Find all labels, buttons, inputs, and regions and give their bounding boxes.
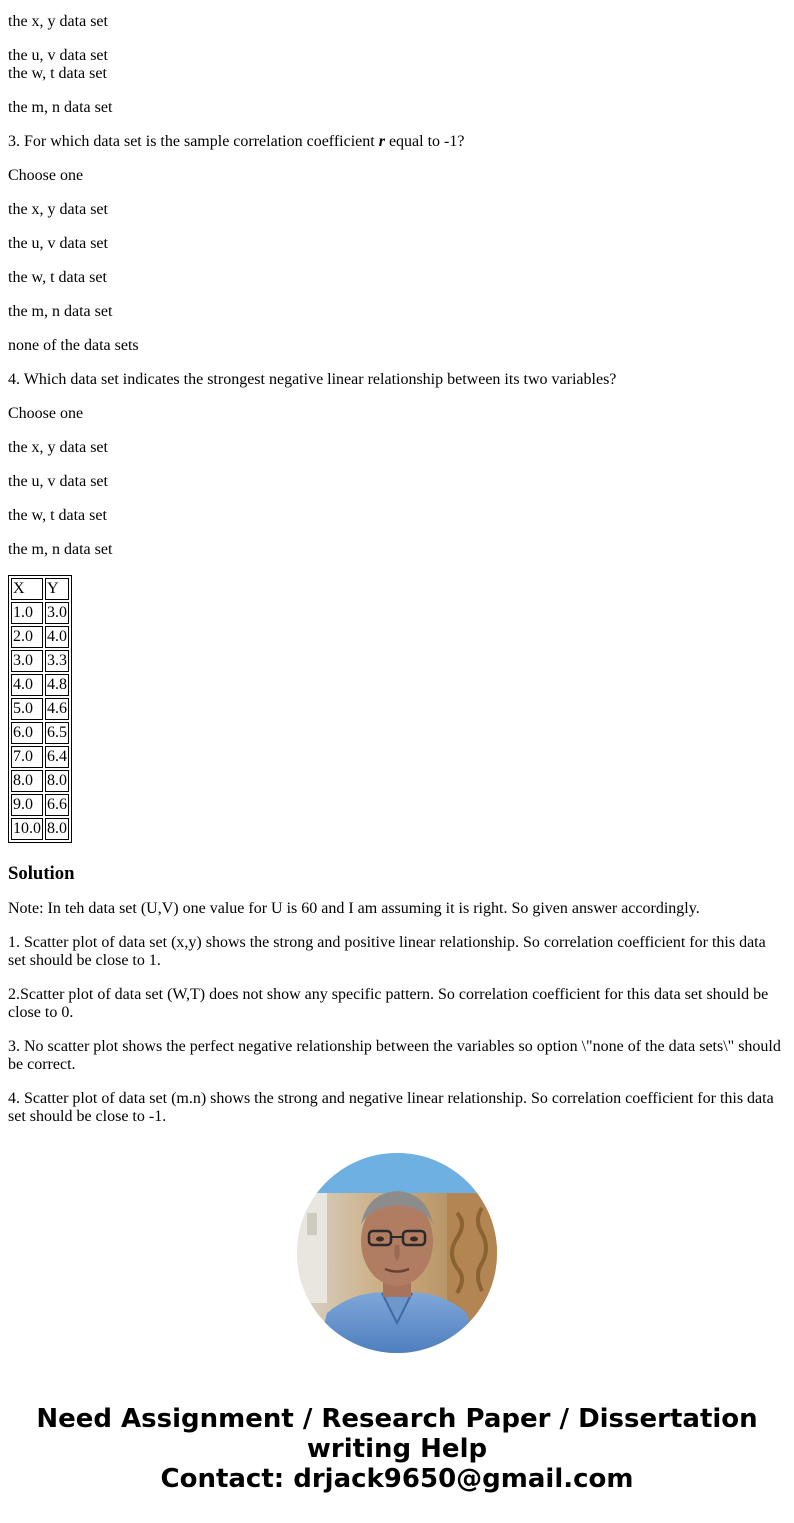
table-row bbox=[11, 602, 69, 624]
table-cell: 3.0 bbox=[11, 650, 43, 672]
q4-option-uv: the u, v data set bbox=[8, 473, 108, 490]
avatar-portrait-image bbox=[297, 1153, 497, 1353]
q4-option-mn: the m, n data set bbox=[8, 541, 113, 558]
table-cell: 8.0 bbox=[45, 818, 69, 840]
option-xy: the x, y data set bbox=[8, 13, 108, 30]
solution-text bbox=[8, 900, 784, 1126]
table-row bbox=[11, 650, 69, 672]
option-mn: the m, n data set bbox=[8, 99, 113, 116]
table-cell: 4.0 bbox=[45, 626, 69, 648]
table-cell: 6.5 bbox=[45, 722, 69, 744]
table-cell: 9.0 bbox=[11, 794, 43, 816]
question-4 bbox=[8, 371, 784, 559]
footer-contact-text: Contact: drjack9650@gmail.com bbox=[160, 1464, 634, 1494]
choose-one-label: Choose one bbox=[8, 167, 84, 184]
table-row bbox=[11, 698, 69, 720]
table-cell: 6.0 bbox=[11, 722, 43, 744]
question-4-stem: 4. Which data set indicates the strongest negative linear relationship between its two variables? bbox=[8, 371, 617, 388]
table-cell: 4.8 bbox=[45, 674, 69, 696]
table-header-cell: X bbox=[11, 578, 43, 600]
table-cell: 7.0 bbox=[11, 746, 43, 768]
table-cell: 3.3 bbox=[45, 650, 69, 672]
table-cell: 5.0 bbox=[11, 698, 43, 720]
table-row bbox=[11, 794, 69, 816]
document-body bbox=[8, 13, 784, 1126]
option-wt: the w, t data set bbox=[8, 65, 107, 82]
q3-option-xy: the x, y data set bbox=[8, 201, 108, 218]
avatar bbox=[297, 1153, 497, 1353]
table-cell: 8.0 bbox=[45, 770, 69, 792]
table-cell: 1.0 bbox=[11, 602, 43, 624]
table-cell: 2.0 bbox=[11, 626, 43, 648]
q4-option-wt: the w, t data set bbox=[8, 507, 107, 524]
table-header-row bbox=[11, 578, 69, 600]
table-cell: 4.6 bbox=[45, 698, 69, 720]
table-row bbox=[11, 722, 69, 744]
footer-promo bbox=[0, 1404, 794, 1494]
solution-note: Note: In teh data set (U,V) one value for U is 60 and I am assuming it is right. So given answer accordingly. bbox=[8, 900, 700, 917]
q3-option-mn: the m, n data set bbox=[8, 303, 113, 320]
question-3-stem bbox=[8, 133, 784, 151]
q3-option-wt: the w, t data set bbox=[8, 269, 107, 286]
table-header-cell: Y bbox=[45, 578, 69, 600]
table-row bbox=[11, 770, 69, 792]
solution-answer-1: 1. Scatter plot of data set (x,y) shows the strong and positive linear relationship. So correlation coefficient for this data set should be close to 1. bbox=[8, 934, 766, 969]
table-row bbox=[11, 818, 69, 840]
solution-answer-2: 2.Scatter plot of data set (W,T) does not show any specific pattern. So correlation coefficient for this data set should be close to 0. bbox=[8, 986, 769, 1021]
solution-answer-3: 3. No scatter plot shows the perfect negative relationship between the variables so option \"none of the data sets\" should be correct. bbox=[8, 1038, 781, 1073]
footer-help-text: Need Assignment / Research Paper / Dissertation writing Help bbox=[36, 1404, 758, 1464]
table-row bbox=[11, 626, 69, 648]
question-3 bbox=[8, 133, 784, 355]
question-3-stem-start: 3. For which data set is the sample correlation coefficient bbox=[8, 133, 379, 150]
table-cell: 3.0 bbox=[45, 602, 69, 624]
q3-option-none: none of the data sets bbox=[8, 337, 139, 354]
q3-option-uv: the u, v data set bbox=[8, 235, 108, 252]
top-options bbox=[8, 13, 784, 117]
table-cell: 8.0 bbox=[11, 770, 43, 792]
table-row bbox=[11, 674, 69, 696]
solution-answer-4: 4. Scatter plot of data set (m.n) shows the strong and negative linear relationship. So correlation coefficient for this data set should be close to -1. bbox=[8, 1090, 774, 1125]
variable-r: r bbox=[378, 133, 385, 150]
table-cell: 10.0 bbox=[11, 818, 43, 840]
table-cell: 4.0 bbox=[11, 674, 43, 696]
option-uv: the u, v data set bbox=[8, 47, 108, 64]
xy-data-table bbox=[8, 575, 72, 843]
table-cell: 6.4 bbox=[45, 746, 69, 768]
table-row bbox=[11, 746, 69, 768]
table-cell: 6.6 bbox=[45, 794, 69, 816]
solution-heading: Solution bbox=[8, 863, 75, 884]
q4-option-xy: the x, y data set bbox=[8, 439, 108, 456]
question-3-stem-end: equal to -1? bbox=[384, 133, 465, 150]
choose-one-label: Choose one bbox=[8, 405, 84, 422]
